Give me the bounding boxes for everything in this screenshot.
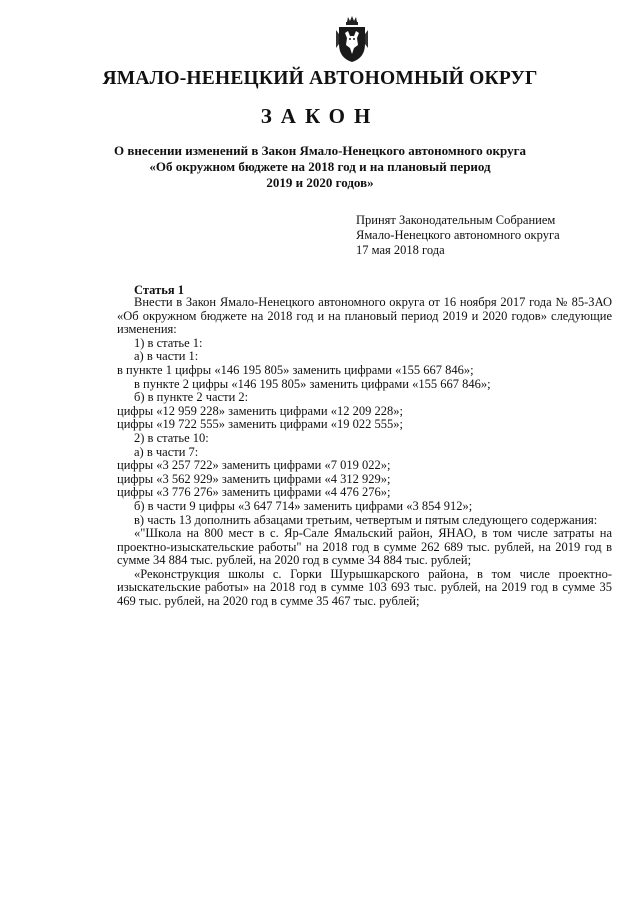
article-body [117, 296, 612, 609]
amendment-item: в пункте 1 цифры «146 195 805» заменить цифрами «155 667 846»; [117, 362, 474, 377]
law-title [80, 143, 560, 191]
article-heading: Статья 1 [134, 283, 184, 297]
adoption-line: Ямало-Ненецкого автономного округа [356, 228, 560, 242]
amendment-item: в пункте 2 цифры «146 195 805» заменить цифрами «155 667 846»; [134, 376, 491, 391]
coat-of-arms-emblem [333, 14, 371, 64]
amendment-item: 1) в статье 1: [134, 335, 203, 350]
amendment-item: а) в части 1: [134, 349, 199, 364]
amendment-item: цифры «3 257 722» заменить цифрами «7 019 022»; [117, 458, 391, 473]
quoted-paragraph: «Реконструкция школы с. Горки Шурышкарского района, в том числе проектно-изыскательские работы» на 2018 год в сумме 103 693 тыс. рублей, на 2019 год в сумме 35 469 тыс. рублей, на 2020 год в сумме 35 467 тыс. рублей; [117, 566, 612, 609]
amendment-item: а) в части 7: [134, 444, 199, 459]
amendment-item: 2) в статье 10: [134, 430, 209, 445]
article-intro: Внести в Закон Ямало-Ненецкого автономного округа от 16 ноября 2017 года № 85-ЗАО «Об окружном бюджете на 2018 год и на плановый период 2019 и 2020 годов» следующие изменения: [117, 295, 612, 337]
amendment-item: цифры «3 562 929» заменить цифрами «4 312 929»; [117, 471, 391, 486]
law-title-line: О внесении изменений в Закон Ямало-Ненецкого автономного округа [113, 143, 526, 158]
quoted-paragraph: «"Школа на 800 мест в с. Яр-Сале Ямальский район, ЯНАО, в том числе затраты на проектно-изыскательские работы" на 2018 год в сумме 262 689 тыс. рублей, на 2019 год в сумме 34 884 тыс. рублей, на 2020 год в сумме 34 884 тыс. рублей; [117, 526, 612, 568]
law-title-line: 2019 и 2020 годов» [266, 175, 374, 190]
region-title: ЯМАЛО-НЕНЕЦКИЙ АВТОНОМНЫЙ ОКРУГ [102, 68, 538, 89]
amendment-item: б) в части 9 цифры «3 647 714» заменить цифрами «3 854 912»; [134, 498, 473, 513]
adoption-note [356, 213, 560, 258]
amendment-item: цифры «3 776 276» заменить цифрами «4 476 276»; [117, 485, 391, 500]
amendment-item: цифры «12 959 228» заменить цифрами «12 209 228»; [117, 403, 403, 418]
law-title-line: «Об окружном бюджете на 2018 год и на плановый период [149, 159, 491, 174]
adoption-date: 17 мая 2018 года [356, 243, 445, 257]
document-type: ЗАКОН [260, 104, 380, 128]
amendment-item: в) часть 13 дополнить абзацами третьим, четвертым и пятым следующего содержания: [134, 512, 598, 527]
amendment-item: цифры «19 722 555» заменить цифрами «19 022 555»; [117, 417, 403, 432]
adoption-line: Принят Законодательным Собранием [356, 213, 556, 227]
amendment-item: б) в пункте 2 части 2: [134, 390, 249, 405]
